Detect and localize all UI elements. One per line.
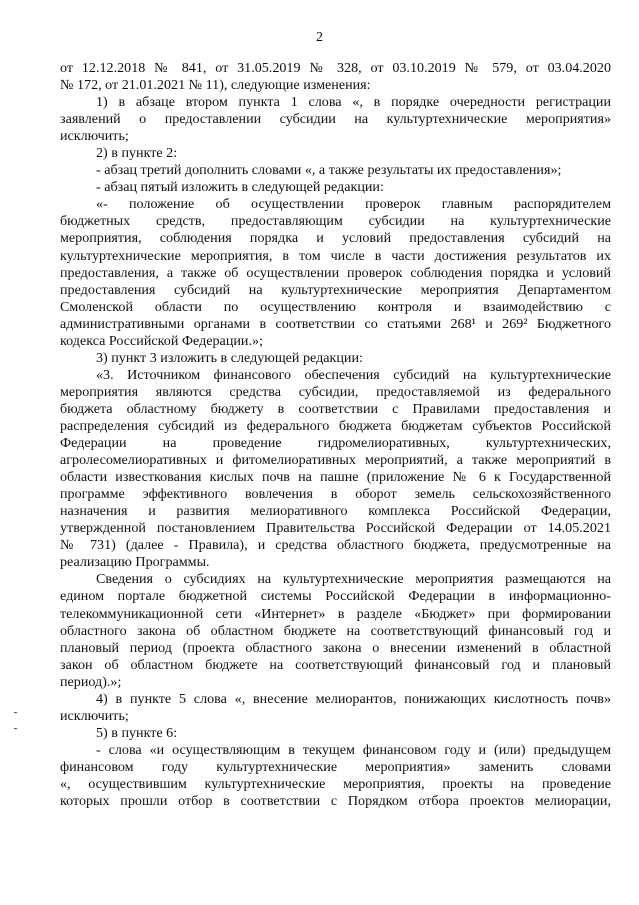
text-line: которых прошли отбор в соответствии с Порядком отбора проектов мелиорации, xyxy=(60,793,611,810)
text-line: - слова «и осуществляющим в текущем финансовом году и (или) предыдущем xyxy=(96,741,611,758)
text-line: административными органами в соответствии со статьями 268¹ и 269² Бюджетного xyxy=(60,315,611,332)
text-line: исключить; xyxy=(60,707,129,724)
text-line: бюджета областному бюджету в соответствии с Правилами предоставления и xyxy=(60,400,611,417)
text-line: областного закона об областном бюджете на соответствующий финансовый год и xyxy=(60,622,611,639)
text-line: заявлений о предоставлении субсидии на культуртехнические мероприятия» xyxy=(60,111,611,128)
text-line: закон об областном бюджете на соответствующий финансовый год и плановый xyxy=(60,656,611,673)
text-line: реализацию Программы. xyxy=(60,554,210,571)
text-line: бюджетных средств, предоставляющим субсидии на культуртехнические xyxy=(60,213,611,230)
text-line: - абзац пятый изложить в следующей редакции: xyxy=(96,179,384,196)
text-line: мероприятия являются средства субсидии, предоставляемой из федерального xyxy=(60,383,611,400)
page-number: 2 xyxy=(316,30,323,45)
text-line: области известкования кислых почв на пашне (приложение № 6 к Государственной xyxy=(60,469,611,486)
text-line: плановый период (проекта областного закона о внесении изменений в областной xyxy=(60,639,611,656)
text-line: Сведения о субсидиях на культуртехнические мероприятия размещаются на xyxy=(96,571,611,588)
document-body xyxy=(60,60,611,810)
text-line: финансовом году культуртехнические мероприятия» заменить словами xyxy=(60,758,611,775)
text-line: «, осуществившим культуртехнические мероприятия, проекты на проведение xyxy=(60,775,611,792)
text-line: 4) в пункте 5 слова «, внесение мелиорантов, понижающих кислотность почв» xyxy=(96,690,611,707)
text-line: Смоленской области по осуществлению контроля и взаимодействию с xyxy=(60,298,611,315)
text-line: - абзац третий дополнить словами «, а также результаты их предоставления»; xyxy=(96,162,562,179)
text-line: период).»; xyxy=(60,673,122,690)
text-line: № 172, от 21.01.2021 № 11), следующие изменения: xyxy=(60,77,371,94)
text-line: назначения и развития мелиоративного комплекса Российской Федерации, xyxy=(60,503,611,520)
text-line: исключить; xyxy=(60,128,129,145)
text-line: предоставления субсидий на культуртехнические мероприятия Департаментом xyxy=(60,281,611,298)
text-line: 3) пункт 3 изложить в следующей редакции: xyxy=(96,349,363,366)
text-line: 2) в пункте 2: xyxy=(96,145,178,162)
text-line: телекоммуникационной сети «Интернет» в разделе «Бюджет» при формировании xyxy=(60,605,611,622)
text-line: распределения субсидий из федерального бюджета бюджетам субъектов Российской xyxy=(60,417,611,434)
text-line: Федерации на проведение гидромелиоративных, культуртехнических, xyxy=(60,435,611,452)
text-line: утвержденной постановлением Правительства Российской Федерации от 14.05.2021 xyxy=(60,520,611,537)
text-line: от 12.12.2018 № 841, от 31.05.2019 № 328, от 03.10.2019 № 579, от 03.04.2020 xyxy=(60,60,611,76)
text-line: 5) в пункте 6: xyxy=(96,724,178,741)
margin-mark xyxy=(14,712,17,713)
text-line: мероприятия, соблюдения порядка и условий предоставления субсидий на xyxy=(60,230,611,247)
text-line: агролесомелиоративных и фитомелиоративных мероприятий, а также мероприятий в xyxy=(60,452,611,469)
text-line: «3. Источником финансового обеспечения субсидий на культуртехнические xyxy=(96,366,611,383)
text-line: № 731) (далее - Правила), и средства областного бюджета, предусмотренные на xyxy=(60,537,611,554)
text-line: программе эффективного вовлечения в оборот земель сельскохозяйственного xyxy=(60,486,611,503)
text-line: предоставления, а также об осуществлении проверок соблюдения порядка и условий xyxy=(60,264,611,281)
text-line: кодекса Российской Федерации.»; xyxy=(60,332,263,349)
text-line: культуртехнические мероприятия, в том числе в части достижения результатов их xyxy=(60,247,611,264)
margin-mark xyxy=(14,728,17,729)
text-line: 1) в абзаце втором пункта 1 слова «, в порядке очередности регистрации xyxy=(96,94,611,111)
text-line: «- положение об осуществлении проверок главным распорядителем xyxy=(96,196,611,213)
text-line: едином портале бюджетной системы Российской Федерации в информационно- xyxy=(60,588,611,605)
